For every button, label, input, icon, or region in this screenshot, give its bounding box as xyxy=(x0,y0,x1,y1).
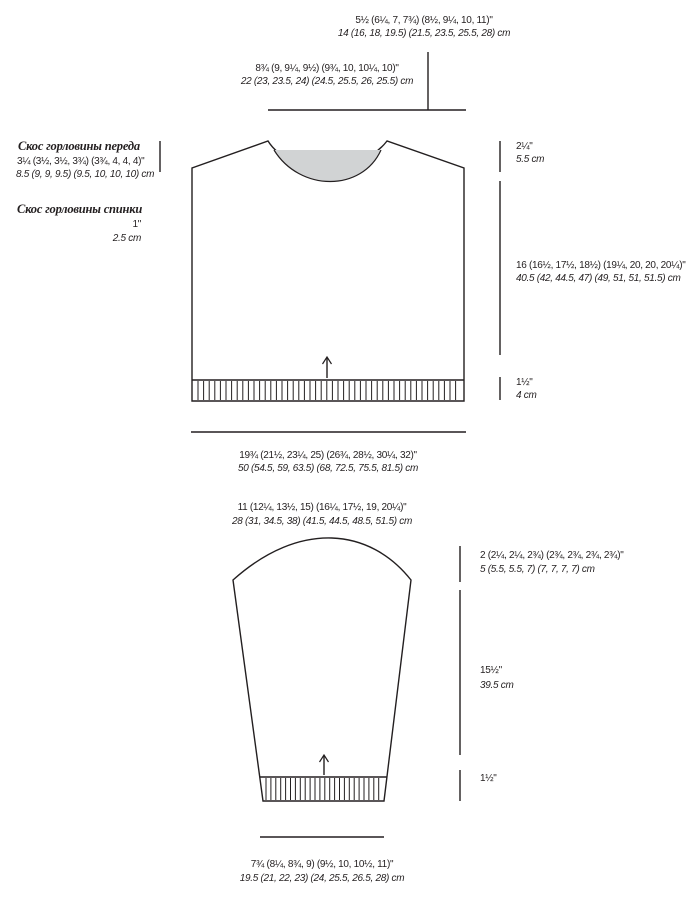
top-width-label-cm: 14 (16, 18, 19.5) (21.5, 23.5, 25.5, 28) cm xyxy=(337,28,511,39)
neck-width-label: 8¾ (9, 9¼, 9½) (9¾, 10, 10¼, 10)" xyxy=(255,63,399,74)
sleeve-outline xyxy=(233,538,411,801)
cuff-width-label-cm: 19.5 (21, 22, 23) (24, 25.5, 26.5, 28) cm xyxy=(239,873,405,884)
sleeve-top-width-label: 11 (12¼, 13½, 15) (16¼, 17½, 19, 20¼)" xyxy=(237,502,407,513)
back-neck-label: 1" xyxy=(132,219,141,230)
body-length-label-cm: 40.5 (42, 44.5, 47) (49, 51, 51, 51.5) cm xyxy=(516,273,681,284)
front-neck-title: Скос горловины переда xyxy=(18,139,140,153)
sleeve-length-label: 15½" xyxy=(480,665,502,676)
top-width-label: 5½ (6¼, 7, 7¾) (8½, 9¼, 10, 11)" xyxy=(355,15,493,26)
body-width-label-cm: 50 (54.5, 59, 63.5) (68, 72.5, 75.5, 81.5) cm xyxy=(238,463,418,474)
body-rib-label-cm: 4 cm xyxy=(516,390,537,401)
neck-width-label-cm: 22 (23, 23.5, 24) (24.5, 25.5, 26, 25.5) cm xyxy=(240,76,414,87)
shoulder-depth-label: 2¼" xyxy=(516,141,533,152)
shoulder-depth-label-cm: 5.5 cm xyxy=(516,154,545,165)
sleeve-rib-label: 1½" xyxy=(480,773,497,784)
front-neck-label-cm: 8.5 (9, 9, 9.5) (9.5, 10, 10, 10) cm xyxy=(16,169,155,180)
body-rib-label: 1½" xyxy=(516,377,533,388)
sleeve-cap-label-cm: 5 (5.5, 5.5, 7) (7, 7, 7, 7) cm xyxy=(480,564,595,575)
body-length-label: 16 (16½, 17½, 18½) (19¼, 20, 20, 20¼)" xyxy=(516,260,686,271)
sleeve-cap-label: 2 (2¼, 2¼, 2¾) (2¾, 2¾, 2¾, 2¾)" xyxy=(480,550,624,561)
sleeve-top-width-label-cm: 28 (31, 34.5, 38) (41.5, 44.5, 48.5, 51.5) cm xyxy=(232,516,412,527)
sleeve-length-label-cm: 39.5 cm xyxy=(480,680,514,691)
cuff-width-label: 7¾ (8¼, 8¾, 9) (9½, 10, 10½, 11)" xyxy=(250,859,394,870)
body-width-label: 19¾ (21½, 23¼, 25) (26¾, 28½, 30¼, 32)" xyxy=(239,450,417,461)
back-neck-title: Скос горловины спинки xyxy=(17,202,143,216)
front-neck-label: 3¼ (3½, 3½, 3¾) (3¾, 4, 4, 4)" xyxy=(17,156,145,167)
front-neck-shape xyxy=(274,150,381,182)
back-neck-label-cm: 2.5 cm xyxy=(112,233,141,244)
